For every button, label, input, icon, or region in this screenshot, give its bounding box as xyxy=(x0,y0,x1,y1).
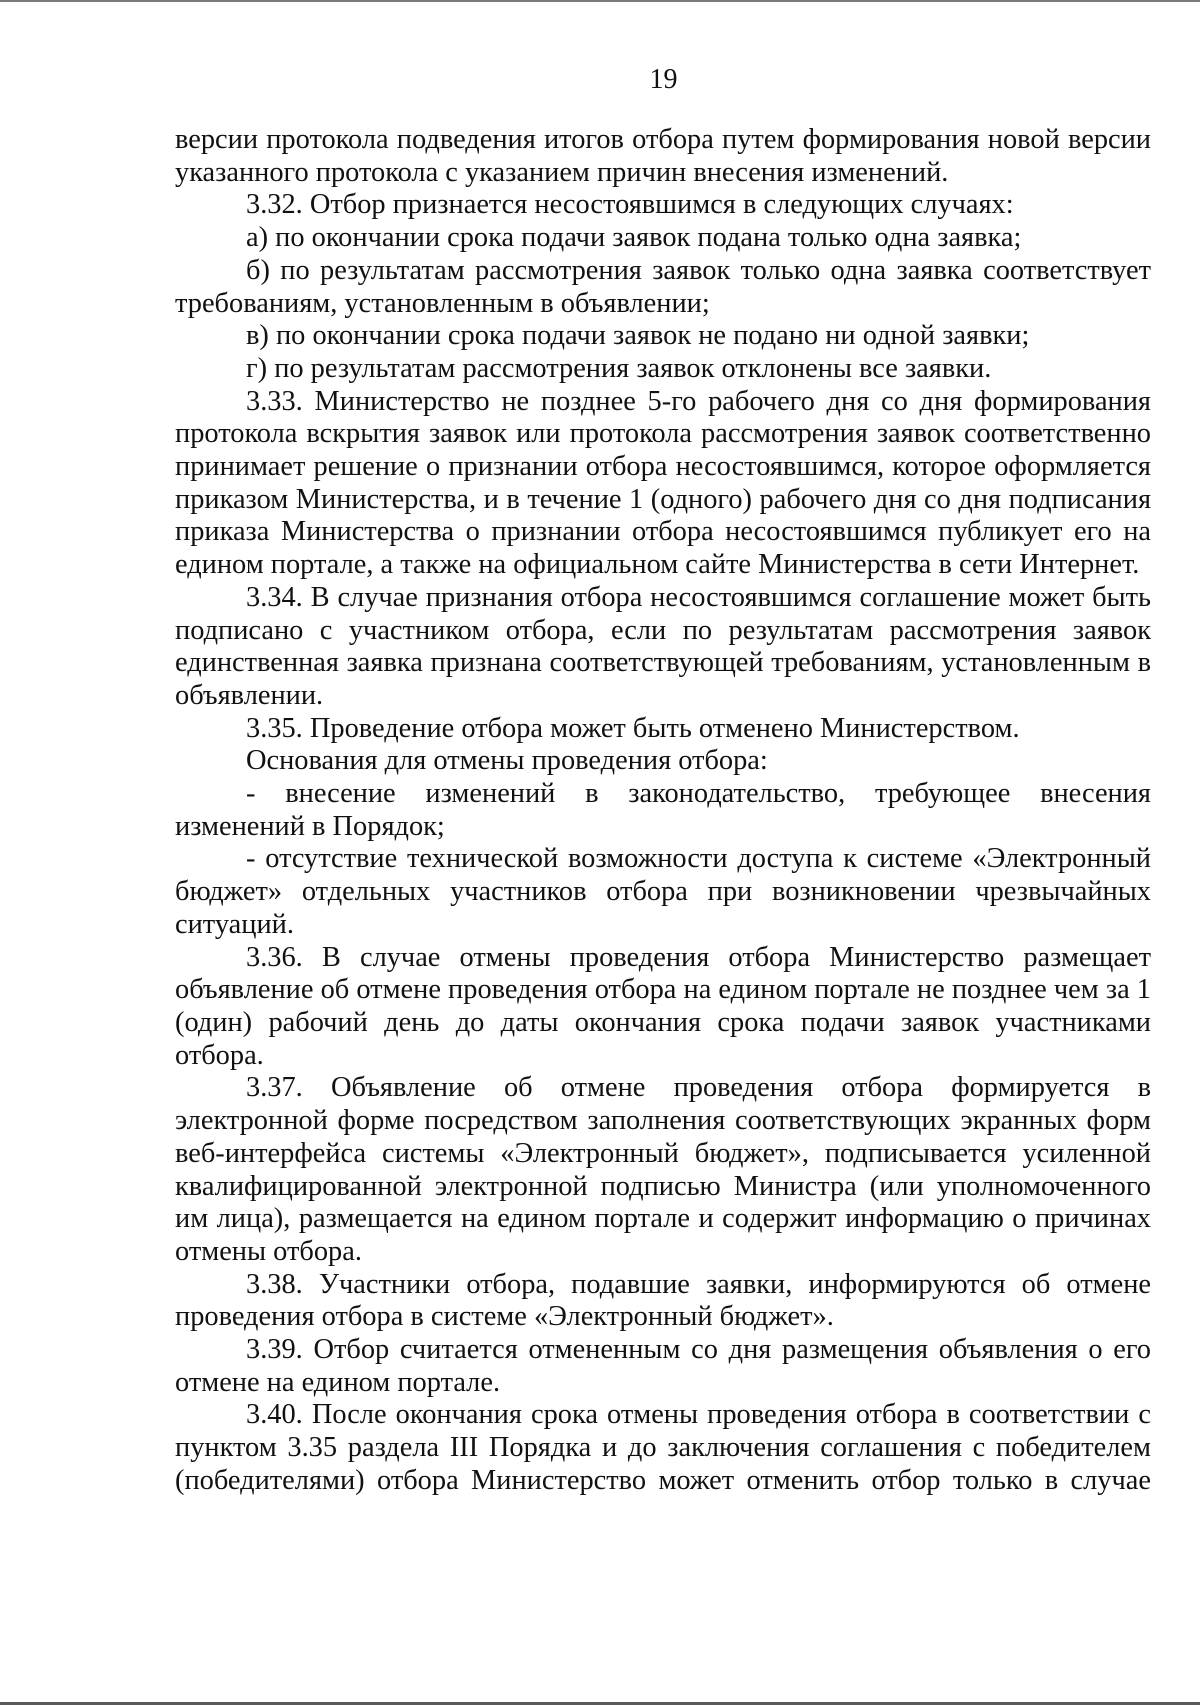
ground-item-technical: - отсутствие технической возможности доступа к системе «Электронный бюджет» отдельных участников отбора при возникновении чрезвычайных ситуаций. xyxy=(175,843,1151,940)
list-item-a: а) по окончании срока подачи заявок подана только одна заявка; xyxy=(246,222,1022,254)
paragraph-3-37: 3.37. Объявление об отмене проведения отбора формируется в электронной форме посредством заполнения соответствующих экранных форм веб-интерфейса системы «Электронный бюджет», подписывается усиленной квалифицированной электронной подписью Министра (или уполномоченного им лица), размещается на едином портале и содержит информацию о причинах отмены отбора. xyxy=(175,1072,1151,1267)
list-item-g: г) по результатам рассмотрения заявок отклонены все заявки. xyxy=(246,352,992,384)
paragraph-3-40: 3.40. После окончания срока отмены проведения отбора в соответствии с пунктом 3.35 раздела III Порядка и до заключения соглашения с победителем (победителями) отбора Министерство может отменить отбор только в случае xyxy=(175,1399,1151,1496)
list-item-b: б) по результатам рассмотрения заявок только одна заявка соответствует требованиям, установленным в объявлении; xyxy=(175,254,1151,319)
paragraph-3-35: 3.35. Проведение отбора может быть отменено Министерством. xyxy=(246,712,1020,744)
paragraph-3-34: 3.34. В случае признания отбора несостоявшимся соглашение может быть подписано с участником отбора, если по результатам рассмотрения заявок единственная заявка признана соответствующей требованиям, установленным в объявлении. xyxy=(175,581,1151,711)
list-item-v: в) по окончании срока подачи заявок не подано ни одной заявки; xyxy=(246,320,1030,352)
document-body xyxy=(175,124,1151,1498)
page-number: 19 xyxy=(649,64,678,95)
paragraph-3-33: 3.33. Министерство не позднее 5-го рабочего дня со дня формирования протокола вскрытия заявок или протокола рассмотрения заявок соответственно принимает решение о признании отбора несостоявшимся, которое оформляется приказом Министерства, и в течение 1 (одного) рабочего дня со дня подписания приказа Министерства о признании отбора несостоявшимся публикует его на едином портале, а также на официальном сайте Министерства в сети Интернет. xyxy=(175,385,1151,581)
paragraph-continuation: версии протокола подведения итогов отбора путем формирования новой версии указанного протокола с указанием причин внесения изменений. xyxy=(175,124,1151,188)
ground-item-legislation: - внесение изменений в законодательство, требующее внесения изменений в Порядок; xyxy=(175,778,1151,842)
scan-top-edge xyxy=(0,0,1200,2)
paragraph-3-32: 3.32. Отбор признается несостоявшимся в следующих случаях: xyxy=(246,189,1014,221)
paragraph-3-39: 3.39. Отбор считается отмененным со дня размещения объявления о его отмене на едином портале. xyxy=(175,1334,1151,1398)
grounds-heading: Основания для отмены проведения отбора: xyxy=(246,745,768,777)
paragraph-3-38: 3.38. Участники отбора, подавшие заявки, информируются об отмене проведения отбора в системе «Электронный бюджет». xyxy=(175,1268,1151,1333)
paragraph-3-36: 3.36. В случае отмены проведения отбора Министерство размещает объявление об отмене проведения отбора на едином портале не позднее чем за 1 (один) рабочий день до даты окончания срока подачи заявок участниками отбора. xyxy=(175,941,1151,1071)
